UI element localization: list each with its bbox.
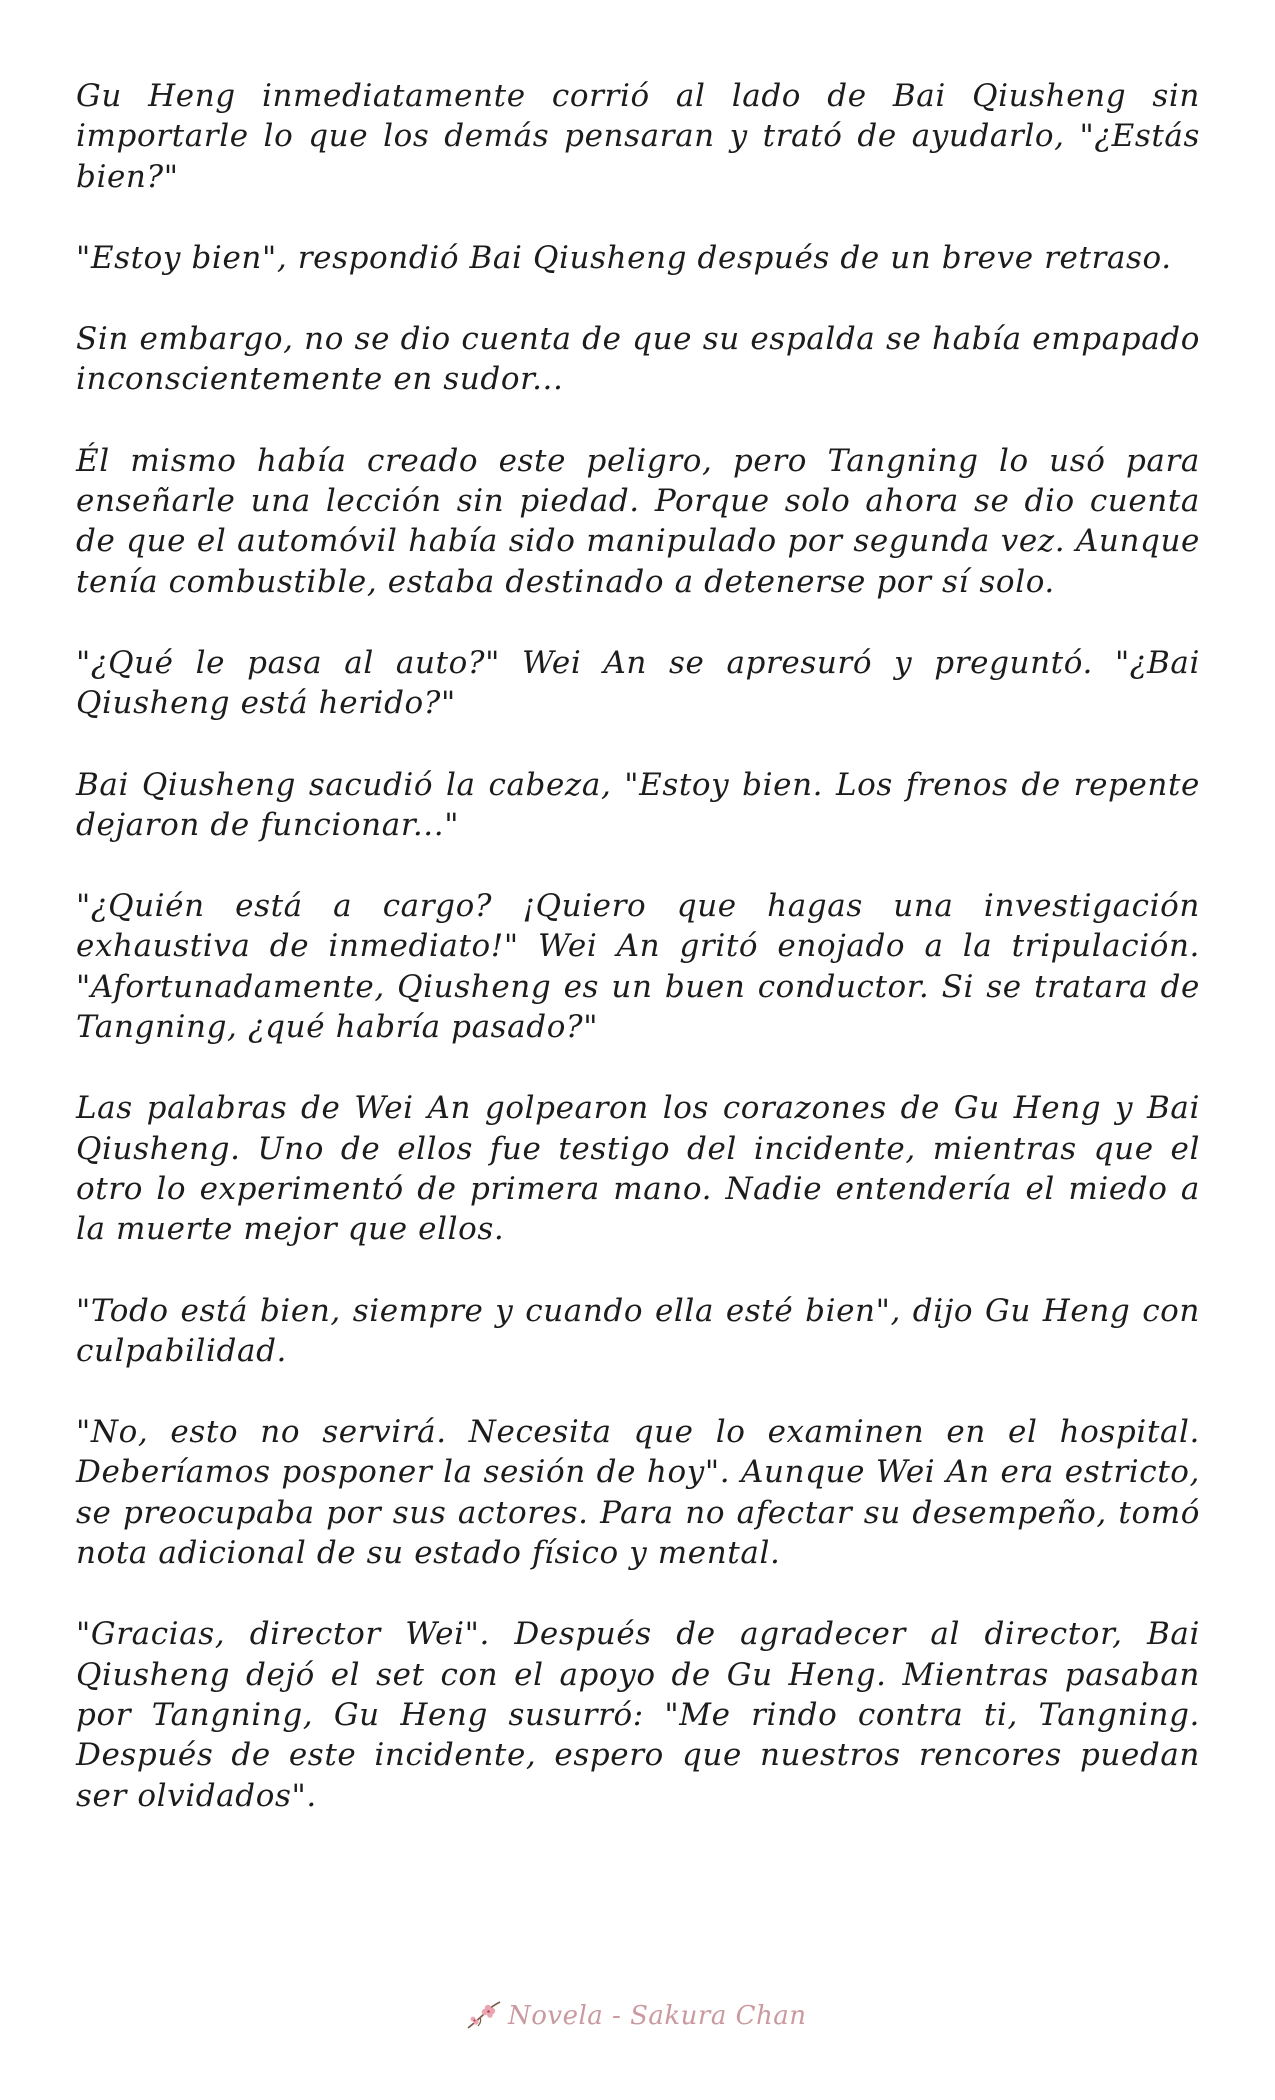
watermark-text: Novela - Sakura Chan [508, 2001, 807, 2031]
paragraph: "Todo está bien, siempre y cuando ella esté bien", dijo Gu Heng con culpabilidad. [76, 1292, 1200, 1369]
paragraph: Bai Qiusheng sacudió la cabeza, "Estoy bien. Los frenos de repente dejaron de funcionar..." [76, 766, 1200, 843]
paragraph: Las palabras de Wei An golpearon los corazones de Gu Heng y Bai Qiusheng. Uno de ellos fue testigo del incidente, mientras que el otro lo experimentó de primera mano. Nadie entendería el miedo a la muerte mejor que ellos. [76, 1090, 1200, 1248]
watermark [464, 1994, 807, 2038]
paragraph: "Gracias, director Wei". Después de agradecer al director, Bai Qiusheng dejó el set con el apoyo de Gu Heng. Mientras pasaban por Tangning, Gu Heng susurró: "Me rindo contra ti, Tangning. Después de este incidente, espero que nuestros rencores puedan ser olvidados". [76, 1616, 1200, 1814]
paragraph: Sin embargo, no se dio cuenta de que su espalda se había empapado inconscientemente en sudor... [76, 321, 1200, 398]
chapter-text [76, 76, 1200, 1857]
paragraph: "No, esto no servirá. Necesita que lo examinen en el hospital. Deberíamos posponer la sesión de hoy". Aunque Wei An era estricto, se preocupaba por sus actores. Para no afectar su desempeño, tomó nota adicional de su estado físico y mental. [76, 1414, 1200, 1572]
paragraph: Gu Heng inmediatamente corrió al lado de Bai Qiusheng sin importarle lo que los demás pensaran y trató de ayudarlo, "¿Estás bien?" [76, 78, 1200, 195]
paragraph: "Estoy bien", respondió Bai Qiusheng después de un breve retraso. [76, 239, 1172, 276]
sakura-branch-icon [464, 1998, 504, 2034]
paragraph: "¿Quién está a cargo? ¡Quiero que hagas una investigación exhaustiva de inmediato!" Wei An gritó enojado a la tripulación. "Afortunadamente, Qiusheng es un buen conductor. Si se tratara de Tangning, ¿qué habría pasado?" [76, 888, 1200, 1046]
paragraph: Él mismo había creado este peligro, pero Tangning lo usó para enseñarle una lección sin piedad. Porque solo ahora se dio cuenta de que el automóvil había sido manipulado por segunda vez. Aunque tenía combustible, estaba destinado a detenerse por sí solo. [76, 442, 1200, 600]
paragraph: "¿Qué le pasa al auto?" Wei An se apresuró y preguntó. "¿Bai Qiusheng está herido?" [76, 644, 1200, 722]
